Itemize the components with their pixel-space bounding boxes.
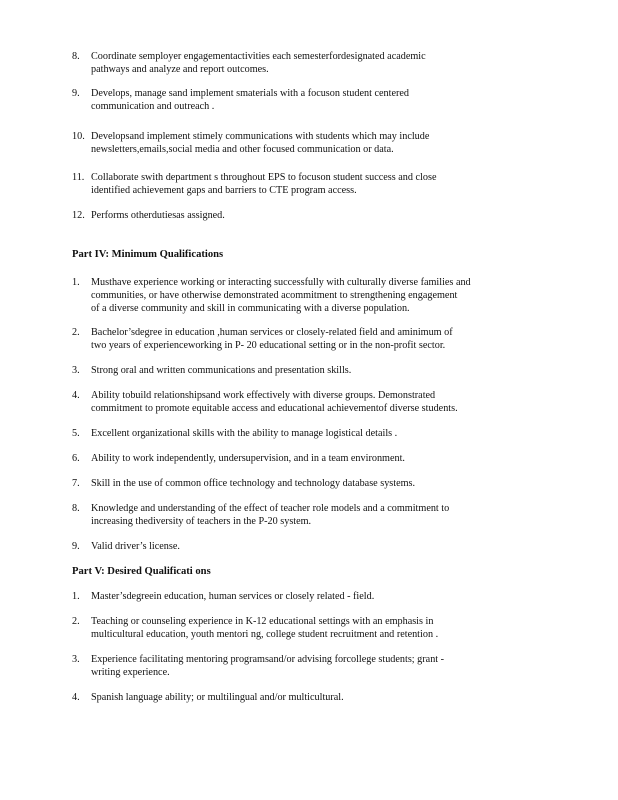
item-line: writing experience.: [91, 667, 170, 678]
item-line: Ability to work independently, undersupervision, and in a team environment.: [91, 453, 405, 464]
item-line: Master’sdegreein education, human services or closely related - field.: [91, 591, 375, 602]
item-number: 6.: [72, 453, 80, 464]
item-text: [91, 87, 551, 113]
item-line: identified achievement gaps and barriers to CTE program access.: [91, 185, 357, 196]
item-text: [91, 130, 551, 156]
item-number: 9.: [72, 88, 80, 99]
item-line: Excellent organizational skills with the ability to manage logistical details .: [91, 428, 398, 439]
item-number: 12.: [72, 210, 85, 221]
item-text: [91, 209, 551, 222]
item-line: Teaching or counseling experience in K-12 educational settings with an emphasis in: [91, 616, 434, 627]
item-number: 2.: [72, 616, 80, 627]
item-line: increasing thediversity of teachers in the P-20 system.: [91, 516, 312, 527]
item-number: 8.: [72, 503, 80, 514]
item-text: [91, 389, 551, 415]
item-text: [91, 615, 551, 641]
item-text: [91, 276, 551, 315]
section-heading-part-iv: Part IV: Minimum Qualifications: [72, 249, 224, 260]
item-line: multicultural education, youth mentori ng, college student recruitment and retention .: [91, 629, 439, 640]
item-number: 5.: [72, 428, 80, 439]
item-line: pathways and analyze and report outcomes.: [91, 64, 269, 75]
item-line: newsletters,emails,social media and other focused communication or data.: [91, 144, 394, 155]
item-line: Developsand implement stimely communications with students which may include: [91, 131, 430, 142]
item-line: Knowledge and understanding of the effect of teacher role models and a commitment to: [91, 503, 450, 514]
item-number: 4.: [72, 390, 80, 401]
item-text: [91, 171, 551, 197]
item-line: Musthave experience working or interacting successfully with culturally diverse families and: [91, 277, 471, 288]
item-line: communication and outreach .: [91, 101, 215, 112]
item-number: 2.: [72, 327, 80, 338]
item-number: 10.: [72, 131, 85, 142]
item-line: communities, or have otherwise demonstrated acommitment to strengthening engagement: [91, 290, 458, 301]
item-line: Bachelor’sdegree in education ,human services or closely-related field and aminimum of: [91, 327, 453, 338]
item-text: [91, 50, 551, 76]
item-line: Coordinate semployer engagementactivities each semesterfordesignated academic: [91, 51, 426, 62]
item-line: two years of experienceworking in P- 20 educational setting or in the non-profit sector.: [91, 340, 446, 351]
item-line: Strong oral and written communications and presentation skills.: [91, 365, 352, 376]
item-number: 8.: [72, 51, 80, 62]
item-text: [91, 691, 551, 704]
item-number: 1.: [72, 591, 80, 602]
item-number: 9.: [72, 541, 80, 552]
item-line: Valid driver’s license.: [91, 541, 180, 552]
item-line: commitment to promote equitable access and educational achievementof diverse students.: [91, 403, 458, 414]
section-heading-part-v: Part V: Desired Qualificati ons: [72, 566, 211, 577]
item-number: 7.: [72, 478, 80, 489]
item-text: [91, 590, 551, 603]
item-line: of a diverse community and skill in communicating with a diverse population.: [91, 303, 410, 314]
item-text: [91, 540, 551, 553]
item-number: 11.: [72, 172, 85, 183]
item-text: [91, 502, 551, 528]
item-line: Skill in the use of common office technology and technology database systems.: [91, 478, 416, 489]
item-line: Ability tobuild relationshipsand work effectively with diverse groups. Demonstrated: [91, 390, 436, 401]
item-line: Collaborate swith department s throughout EPS to focuson student success and close: [91, 172, 437, 183]
item-text: [91, 326, 551, 352]
item-text: [91, 477, 551, 490]
item-text: [91, 653, 551, 679]
item-line: Performs otherdutiesas assigned.: [91, 210, 225, 221]
item-number: 3.: [72, 365, 80, 376]
item-line: Experience facilitating mentoring programsand/or advising forcollege students; grant -: [91, 654, 445, 665]
item-number: 4.: [72, 692, 80, 703]
item-line: Spanish language ability; or multilingual and/or multicultural.: [91, 692, 344, 703]
item-text: [91, 364, 551, 377]
item-number: 3.: [72, 654, 80, 665]
item-text: [91, 452, 551, 465]
item-text: [91, 427, 551, 440]
item-number: 1.: [72, 277, 80, 288]
item-line: Develops, manage sand implement smaterials with a focuson student centered: [91, 88, 409, 99]
